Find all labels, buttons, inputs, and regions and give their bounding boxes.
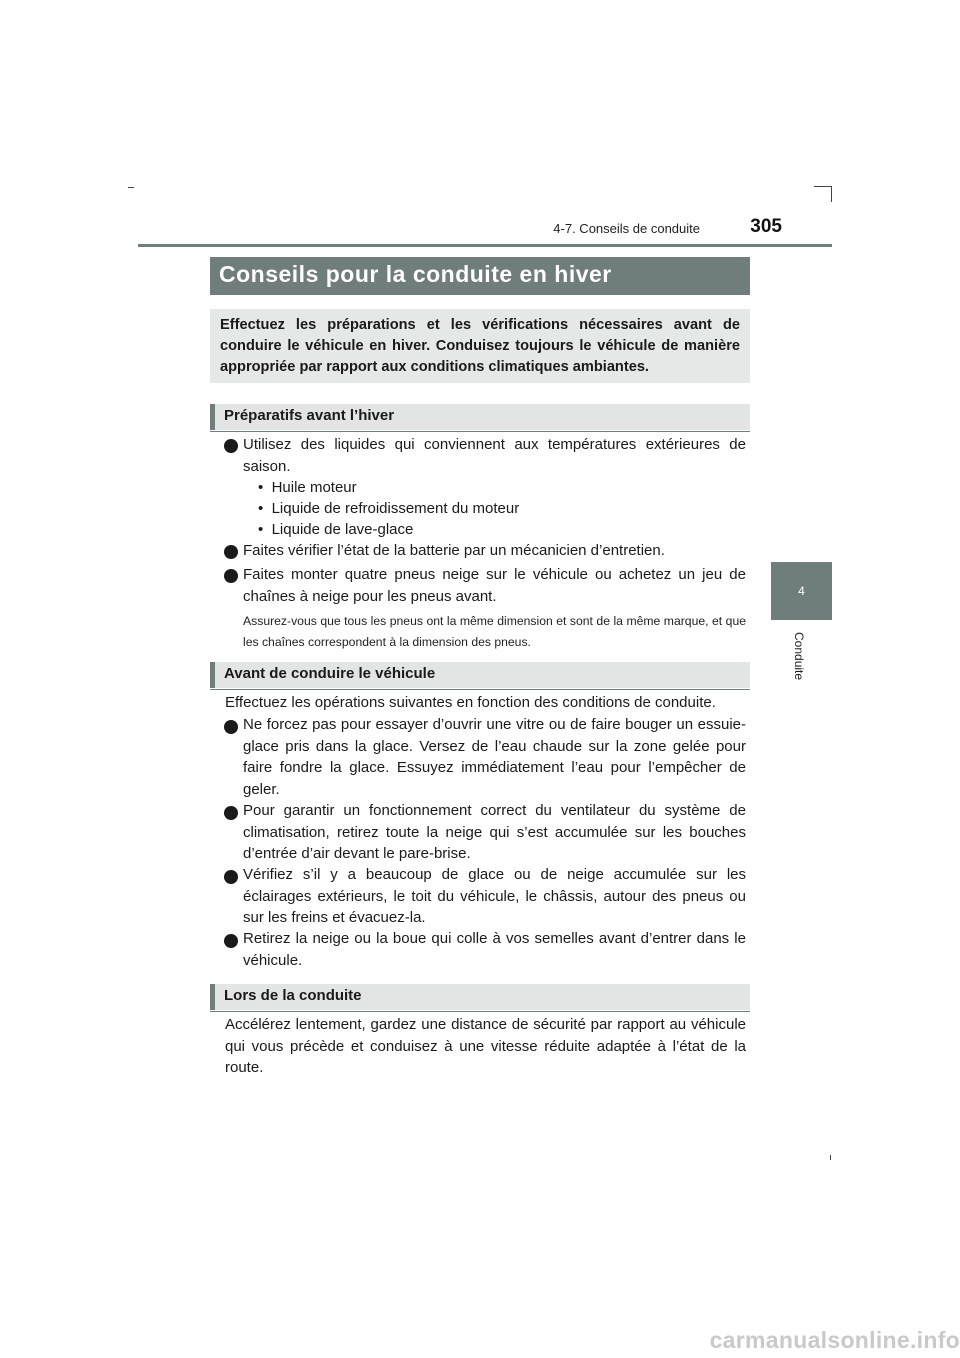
crop-mark — [831, 186, 832, 202]
list-item: Vérifiez s’il y a beaucoup de glace ou de neige accumulée sur les éclairages extérieurs, le toit du véhicule, le châssis, autour des pneus ou sur les freins et évacuez-la. — [243, 866, 746, 926]
header-rule — [138, 244, 832, 247]
sub-list-item: • Liquide de refroidissement du moteur — [258, 500, 520, 517]
intro-text: Effectuez les préparations et les vérifications nécessaires avant de conduire le véhicule en hiver. Conduisez toujours le véhicule de manière appropriée par rapport aux conditions climatiques ambiantes. — [220, 317, 740, 375]
bullet-icon — [224, 870, 238, 884]
crop-mark — [128, 187, 134, 188]
bullet-icon — [224, 806, 238, 820]
list-item: Pour garantir un fonctionnement correct du ventilateur du système de climatisation, retirez toute la neige qui s’est accumulée sur les bouches d’entrée d’air devant le pare-brise. — [243, 802, 746, 862]
chapter-tab — [771, 562, 832, 620]
bullet-icon — [224, 934, 238, 948]
note-text: Assurez-vous que tous les pneus ont la même dimension et sont de la même marque, et que les chaînes correspondent à la dimension des pneus. — [243, 614, 746, 649]
chapter-number: 4 — [798, 584, 805, 598]
list-item: Retirez la neige ou la boue qui colle à vos semelles avant d’entrer dans le véhicule. — [243, 930, 746, 969]
list-item: Ne forcez pas pour essayer d’ouvrir une vitre ou de faire bouger un essuie-glace pris dans la glace. Versez de l’eau chaude sur la zone gelée pour faire fondre la glace. Essuyez immédiatement l’eau pour l’empêcher de geler. — [243, 716, 746, 798]
page-title: Conseils pour la conduite en hiver — [210, 257, 750, 295]
section-intro: Effectuez les opérations suivantes en fonction des conditions de conduite. — [225, 694, 716, 711]
list-item: Faites vérifier l’état de la batterie par un mécanicien d’entretien. — [243, 542, 665, 559]
intro-box — [210, 309, 750, 383]
bullet-icon — [224, 720, 238, 734]
bullet-icon — [224, 439, 238, 453]
section-heading: Lors de la conduite — [210, 984, 750, 1010]
bullet-icon — [224, 569, 238, 583]
list-item: Utilisez des liquides qui conviennent aux températures extérieures de saison. — [243, 436, 746, 475]
crop-mark — [830, 1155, 831, 1160]
chapter-label: Conduite — [792, 632, 806, 681]
watermark: carmanualsonline.info — [709, 1327, 960, 1353]
crop-mark — [814, 186, 832, 187]
section-reference: 4-7. Conseils de conduite — [553, 221, 700, 236]
list-item: Faites monter quatre pneus neige sur le véhicule ou achetez un jeu de chaînes à neige pour les pneus avant. — [243, 566, 746, 605]
section-heading: Avant de conduire le véhicule — [210, 662, 750, 688]
sub-list-item: • Huile moteur — [258, 479, 357, 496]
section-body: Accélérez lentement, gardez une distance de sécurité par rapport au véhicule qui vous précède et conduisez à une vitesse réduite adaptée à l’état de la route. — [225, 1016, 746, 1076]
bullet-icon — [224, 545, 238, 559]
page-number: 305 — [750, 216, 782, 237]
sub-list-item: • Liquide de lave-glace — [258, 521, 414, 538]
section-heading: Préparatifs avant l’hiver — [210, 404, 750, 430]
